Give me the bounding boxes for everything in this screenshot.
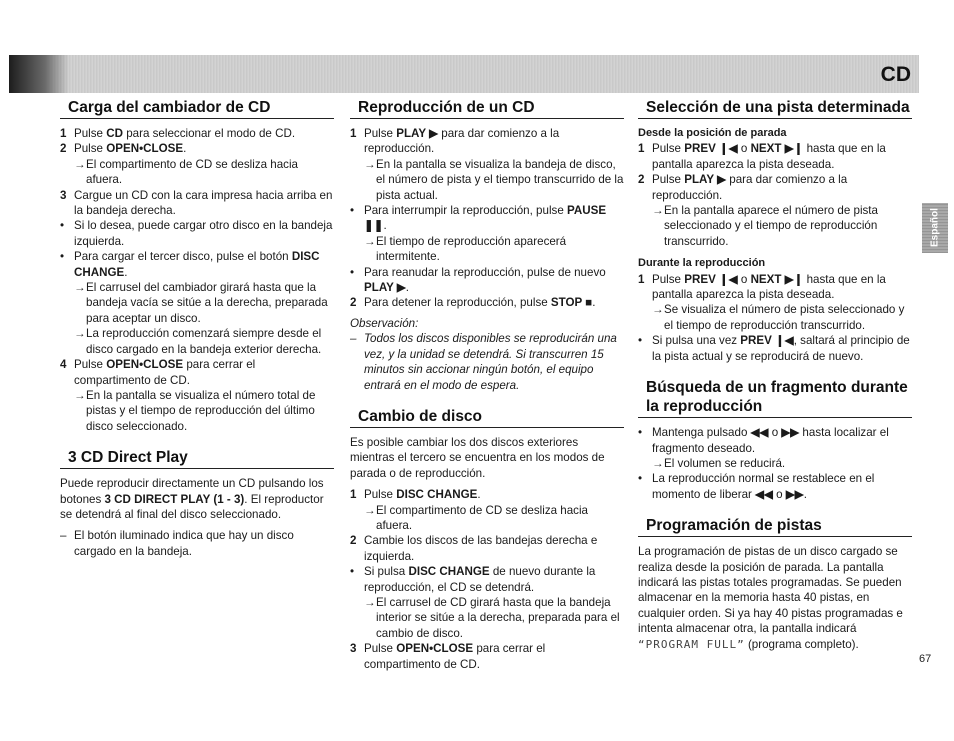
result-line: → En la pantalla se visualiza la bandeja de disco, el número de pista y el tiempo transcurrido de la pista actual. <box>364 157 624 202</box>
list-during-play <box>638 272 912 364</box>
list-item: 2 Pulse OPEN•CLOSE. <box>60 142 187 156</box>
section-title-play: Reproducción de un CD <box>350 98 624 119</box>
list-direct-play <box>60 528 334 559</box>
header-bar <box>9 55 919 93</box>
item-marker: – <box>60 529 67 543</box>
list-item: • Si pulsa DISC CHANGE de nuevo durante la reproducción, el CD se detendrá. <box>350 565 596 594</box>
item-marker: 2 <box>638 173 645 187</box>
result-line: → El compartimento de CD se desliza hacia afuera. <box>364 503 589 532</box>
list-loading <box>60 126 334 434</box>
section-loading <box>60 98 334 434</box>
sublabel-from-stop: Desde la posición de parada <box>638 127 787 139</box>
item-marker: 2 <box>350 534 357 548</box>
result-line: → En la pantalla aparece el número de pista seleccionado y el tiempo de reproducción transcurrido. <box>652 204 878 248</box>
result-line: → En la pantalla se visualiza el número total de pistas y el tiempo de reproducción del último disco seleccionado. <box>74 388 316 433</box>
arrow-icon: → <box>74 327 86 341</box>
section-title-direct-play: 3 CD Direct Play <box>60 448 334 469</box>
list-item: • Si lo desea, puede cargar otro disco en la bandeja izquierda. <box>60 219 333 248</box>
result-line: → El tiempo de reproducción aparecerá intermitente. <box>364 234 567 264</box>
item-marker: • <box>350 265 355 279</box>
list-item: 1 Pulse CD para seleccionar el modo de CD. <box>60 127 296 140</box>
item-marker: • <box>60 219 65 233</box>
arrow-icon: → <box>74 388 86 402</box>
list-item: 1 Pulse PLAY ▶ para dar comienzo a la reproducción. <box>350 127 560 156</box>
list-item: 3 Pulse OPEN•CLOSE para cerrar el compartimento de CD. <box>350 642 546 671</box>
list-item: 1 Pulse PREV ❙◀ o NEXT ▶❙ hasta que en la pantalla aparezca la pista deseada. <box>638 142 886 171</box>
list-item: – El botón iluminado indica que hay un disco cargado en la bandeja. <box>60 529 294 558</box>
arrow-icon: → <box>364 234 376 248</box>
result-line: → El carrusel del cambiador girará hasta que la bandeja vacía se sitúe a la derecha, preparada para aceptar un disco. <box>74 281 328 325</box>
result-line: → El carrusel de CD girará hasta que la bandeja interior se sitúe a la derecha, preparada para el cambio de disco. <box>364 595 620 640</box>
list-search <box>638 425 912 502</box>
list-from-stop <box>638 141 912 249</box>
item-marker: • <box>350 565 355 579</box>
arrow-icon: → <box>364 595 376 609</box>
list-disc-change <box>350 487 624 672</box>
section-direct-play <box>60 448 334 559</box>
arrow-icon: → <box>652 456 664 470</box>
list-item: • Si pulsa una vez PREV ❙◀, saltará al principio de la pista actual y se reproducirá de nuevo. <box>638 334 910 363</box>
list-item: 2 Cambie los discos de las bandejas derecha e izquierda. <box>350 534 598 563</box>
item-marker: 3 <box>350 642 357 656</box>
result-line: → Se visualiza el número de pista seleccionado y el tiempo de reproducción transcurrido. <box>652 303 905 332</box>
column-middle <box>350 98 624 684</box>
arrow-icon: → <box>652 204 664 218</box>
list-item: 4 Pulse OPEN•CLOSE para cerrar el compartimento de CD. <box>60 358 256 387</box>
item-marker: • <box>638 334 643 348</box>
sublabel-during-play: Durante la reproducción <box>638 257 766 270</box>
paragraph-direct-play: Puede reproducir directamente un CD pulsando los botones 3 CD DIRECT PLAY (1 - 3). El reproductor se detendrá al final del disco seleccionado. <box>60 477 324 521</box>
list-item: 1 Pulse DISC CHANGE. <box>350 488 481 502</box>
note-item: – Todos los discos disponibles se reproducirán una vez, y la unidad se detendrá. Si transcurren 15 minutos sin accionar ningún botón, el equipo entrará en el modo de espera. <box>350 331 624 393</box>
section-play <box>350 98 624 393</box>
language-tab-label: Español <box>929 208 941 248</box>
item-marker: • <box>638 426 643 440</box>
list-item: • Mantenga pulsado ◀◀ o ▶▶ hasta localizar el fragmento deseado. <box>638 426 889 455</box>
list-play <box>350 126 624 311</box>
item-marker: 3 <box>60 188 67 202</box>
paragraph-disc-change: Es posible cambiar los dos discos exteriores mientras el tercero se encuentra en los modos de parada o de reproducción. <box>350 435 605 480</box>
column-left <box>60 98 334 571</box>
list-item: • Para interrumpir la reproducción, pulse PAUSE ❚❚. <box>350 204 607 233</box>
section-programming <box>638 516 912 652</box>
arrow-icon: → <box>364 503 376 517</box>
list-item: 2 Pulse PLAY ▶ para dar comienzo a la reproducción. <box>638 173 848 202</box>
list-item: 1 Pulse PREV ❙◀ o NEXT ▶❙ hasta que en la pantalla aparezca la pista deseada. <box>638 272 886 302</box>
note-text: Todos los discos disponibles se reproducirán una vez, y la unidad se detendrá. Si transcurren 15 minutos sin accionar ningún botón, el equipo entrará en el modo de espera. <box>364 332 617 392</box>
item-marker: 1 <box>60 127 67 140</box>
item-marker: 1 <box>638 142 645 156</box>
paragraph-programming: La programación de pistas de un disco cargado se realiza desde la posición de parada. La pantalla indicará las pistas totales programadas. Se pueden almacenar en la memoria hasta 40 pistas, en cualquier orden. Si ya hay 40 pistas programadas e intenta almacenar otra, la pantalla indicará “PROGRAM FULL” (programa completo). <box>638 545 903 651</box>
arrow-icon: → <box>74 157 86 171</box>
section-title-loading: Carga del cambiador de CD <box>60 98 334 119</box>
result-line: → La reproducción comenzará siempre desde el disco cargado en la bandeja exterior derecha. <box>74 327 322 356</box>
section-title-programming: Programación de pistas <box>638 516 912 537</box>
section-title-track-select: Selección de una pista determinada <box>638 98 912 119</box>
section-disc-change <box>350 407 624 672</box>
item-marker: • <box>638 472 643 486</box>
result-line: → El volumen se reducirá. <box>652 456 786 470</box>
list-item: • La reproducción normal se restablece en el momento de liberar ◀◀ o ▶▶. <box>638 472 875 501</box>
list-item: 2 Para detener la reproducción, pulse STOP ■. <box>350 296 596 310</box>
list-item: • Para cargar el tercer disco, pulse el botón DISC CHANGE. <box>60 250 320 279</box>
section-title-search: Búsqueda de un fragmento durante la reproducción <box>638 378 912 418</box>
arrow-icon: → <box>74 281 86 295</box>
item-marker: 1 <box>350 127 357 140</box>
section-search <box>638 378 912 502</box>
item-marker: 1 <box>638 272 645 286</box>
item-marker: 2 <box>350 296 357 310</box>
item-marker: • <box>350 204 355 218</box>
header-section-code: CD <box>880 63 911 86</box>
item-marker: 2 <box>60 142 67 156</box>
column-right <box>638 98 912 664</box>
section-track-select <box>638 98 912 364</box>
item-marker: 4 <box>60 358 67 372</box>
arrow-icon: → <box>364 157 376 171</box>
result-line: → El compartimento de CD se desliza hacia afuera. <box>74 157 299 187</box>
note-label: Observación: <box>350 316 419 330</box>
language-tab <box>922 203 948 253</box>
list-item: 3 Cargue un CD con la cara impresa hacia arriba en la bandeja derecha. <box>60 188 333 218</box>
item-marker: 1 <box>350 488 357 502</box>
page-number: 67 <box>919 653 932 665</box>
item-marker: • <box>60 250 65 264</box>
list-item: • Para reanudar la reproducción, pulse de nuevo PLAY ▶. <box>350 265 606 295</box>
arrow-icon: → <box>652 303 664 317</box>
section-title-disc-change: Cambio de disco <box>350 407 624 428</box>
